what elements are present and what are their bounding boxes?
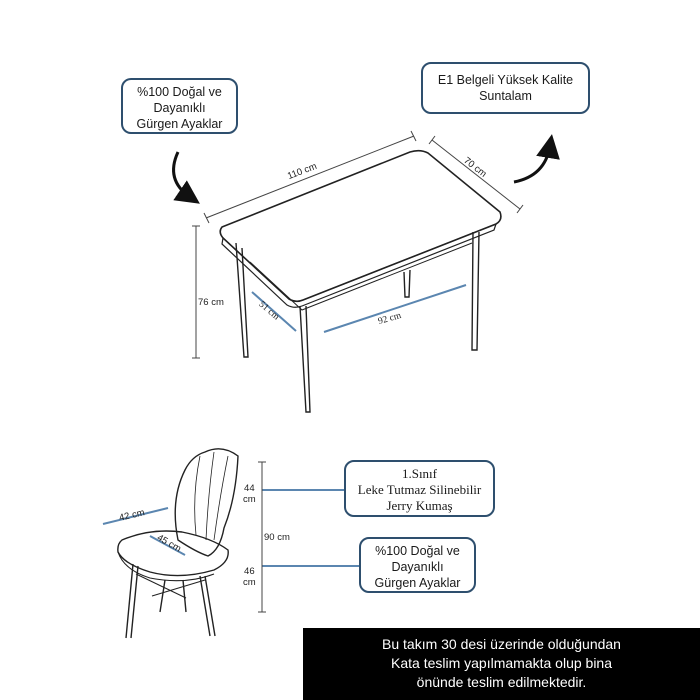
table-leg-dimension-lines [252, 285, 466, 332]
callout-line: Suntalam [479, 89, 532, 103]
chair-stretcher-1 [136, 574, 186, 598]
dim-label-total-height: 90 cm [264, 532, 290, 543]
delivery-notice [303, 628, 700, 700]
chair-leg-3 [160, 580, 165, 612]
curved-arrow-left [174, 152, 190, 197]
dim-value: 44 [244, 483, 255, 494]
table-leg-back-right [472, 232, 479, 350]
chair-leg-2 [200, 576, 210, 636]
callout-line: Gürgen Ayaklar [136, 117, 223, 131]
dim-unit: cm [243, 494, 256, 505]
dim-value: 46 [244, 566, 255, 577]
dim-label-width: 70 cm [461, 155, 489, 180]
dim-label-length: 110 cm [286, 160, 319, 183]
dim-label-back-height [243, 483, 256, 505]
callout-line: %100 Doğal ve [137, 85, 222, 99]
table-illustration [220, 151, 501, 412]
notice-line: önünde teslim edilmektedir. [416, 674, 587, 690]
callout-table-legs [121, 78, 238, 134]
dim-label-seat: 45 cm [154, 532, 183, 555]
callout-chair-fabric [344, 460, 495, 517]
notice-line: Kata teslim yapılmamakta olup bina [391, 655, 612, 671]
chair-leg-4 [183, 580, 186, 612]
callout-line: E1 Belgeli Yüksek Kalite [437, 73, 574, 87]
table-leg-front-right [300, 306, 310, 412]
chair-stretcher-2 [152, 580, 205, 596]
curved-arrow-right [514, 146, 550, 182]
notice-line: Bu takım 30 desi üzerinde olduğundan [382, 636, 621, 652]
dim-label-leg-span: 92 cm [377, 310, 403, 328]
callout-line: Gürgen Ayaklar [374, 576, 461, 590]
dim-line-leg-span [324, 285, 466, 332]
dim-label-seat-height [243, 566, 256, 588]
callout-line: %100 Doğal ve [375, 544, 460, 558]
dim-label-height: 76 cm [198, 297, 224, 308]
table-leg-back-mid [404, 270, 410, 297]
callout-line: Leke Tutmaz Silinebilir [357, 482, 482, 497]
callout-line: Dayanıklı [391, 560, 444, 574]
callout-chair-legs [359, 537, 476, 593]
table-top-edge [222, 224, 496, 307]
dim-unit: cm [243, 577, 256, 588]
callout-line: 1.Sınıf [401, 466, 438, 481]
callout-line: Dayanıklı [153, 101, 206, 115]
table-top [220, 151, 501, 302]
dim-label-back-width: 42 cm [118, 507, 146, 524]
callout-tabletop-material [421, 62, 590, 114]
chair-back [175, 449, 238, 556]
callout-line: Jerry Kumaş [386, 498, 453, 513]
dim-line-length [206, 136, 414, 218]
dim-label-leg-depth: 51 cm [256, 299, 281, 323]
